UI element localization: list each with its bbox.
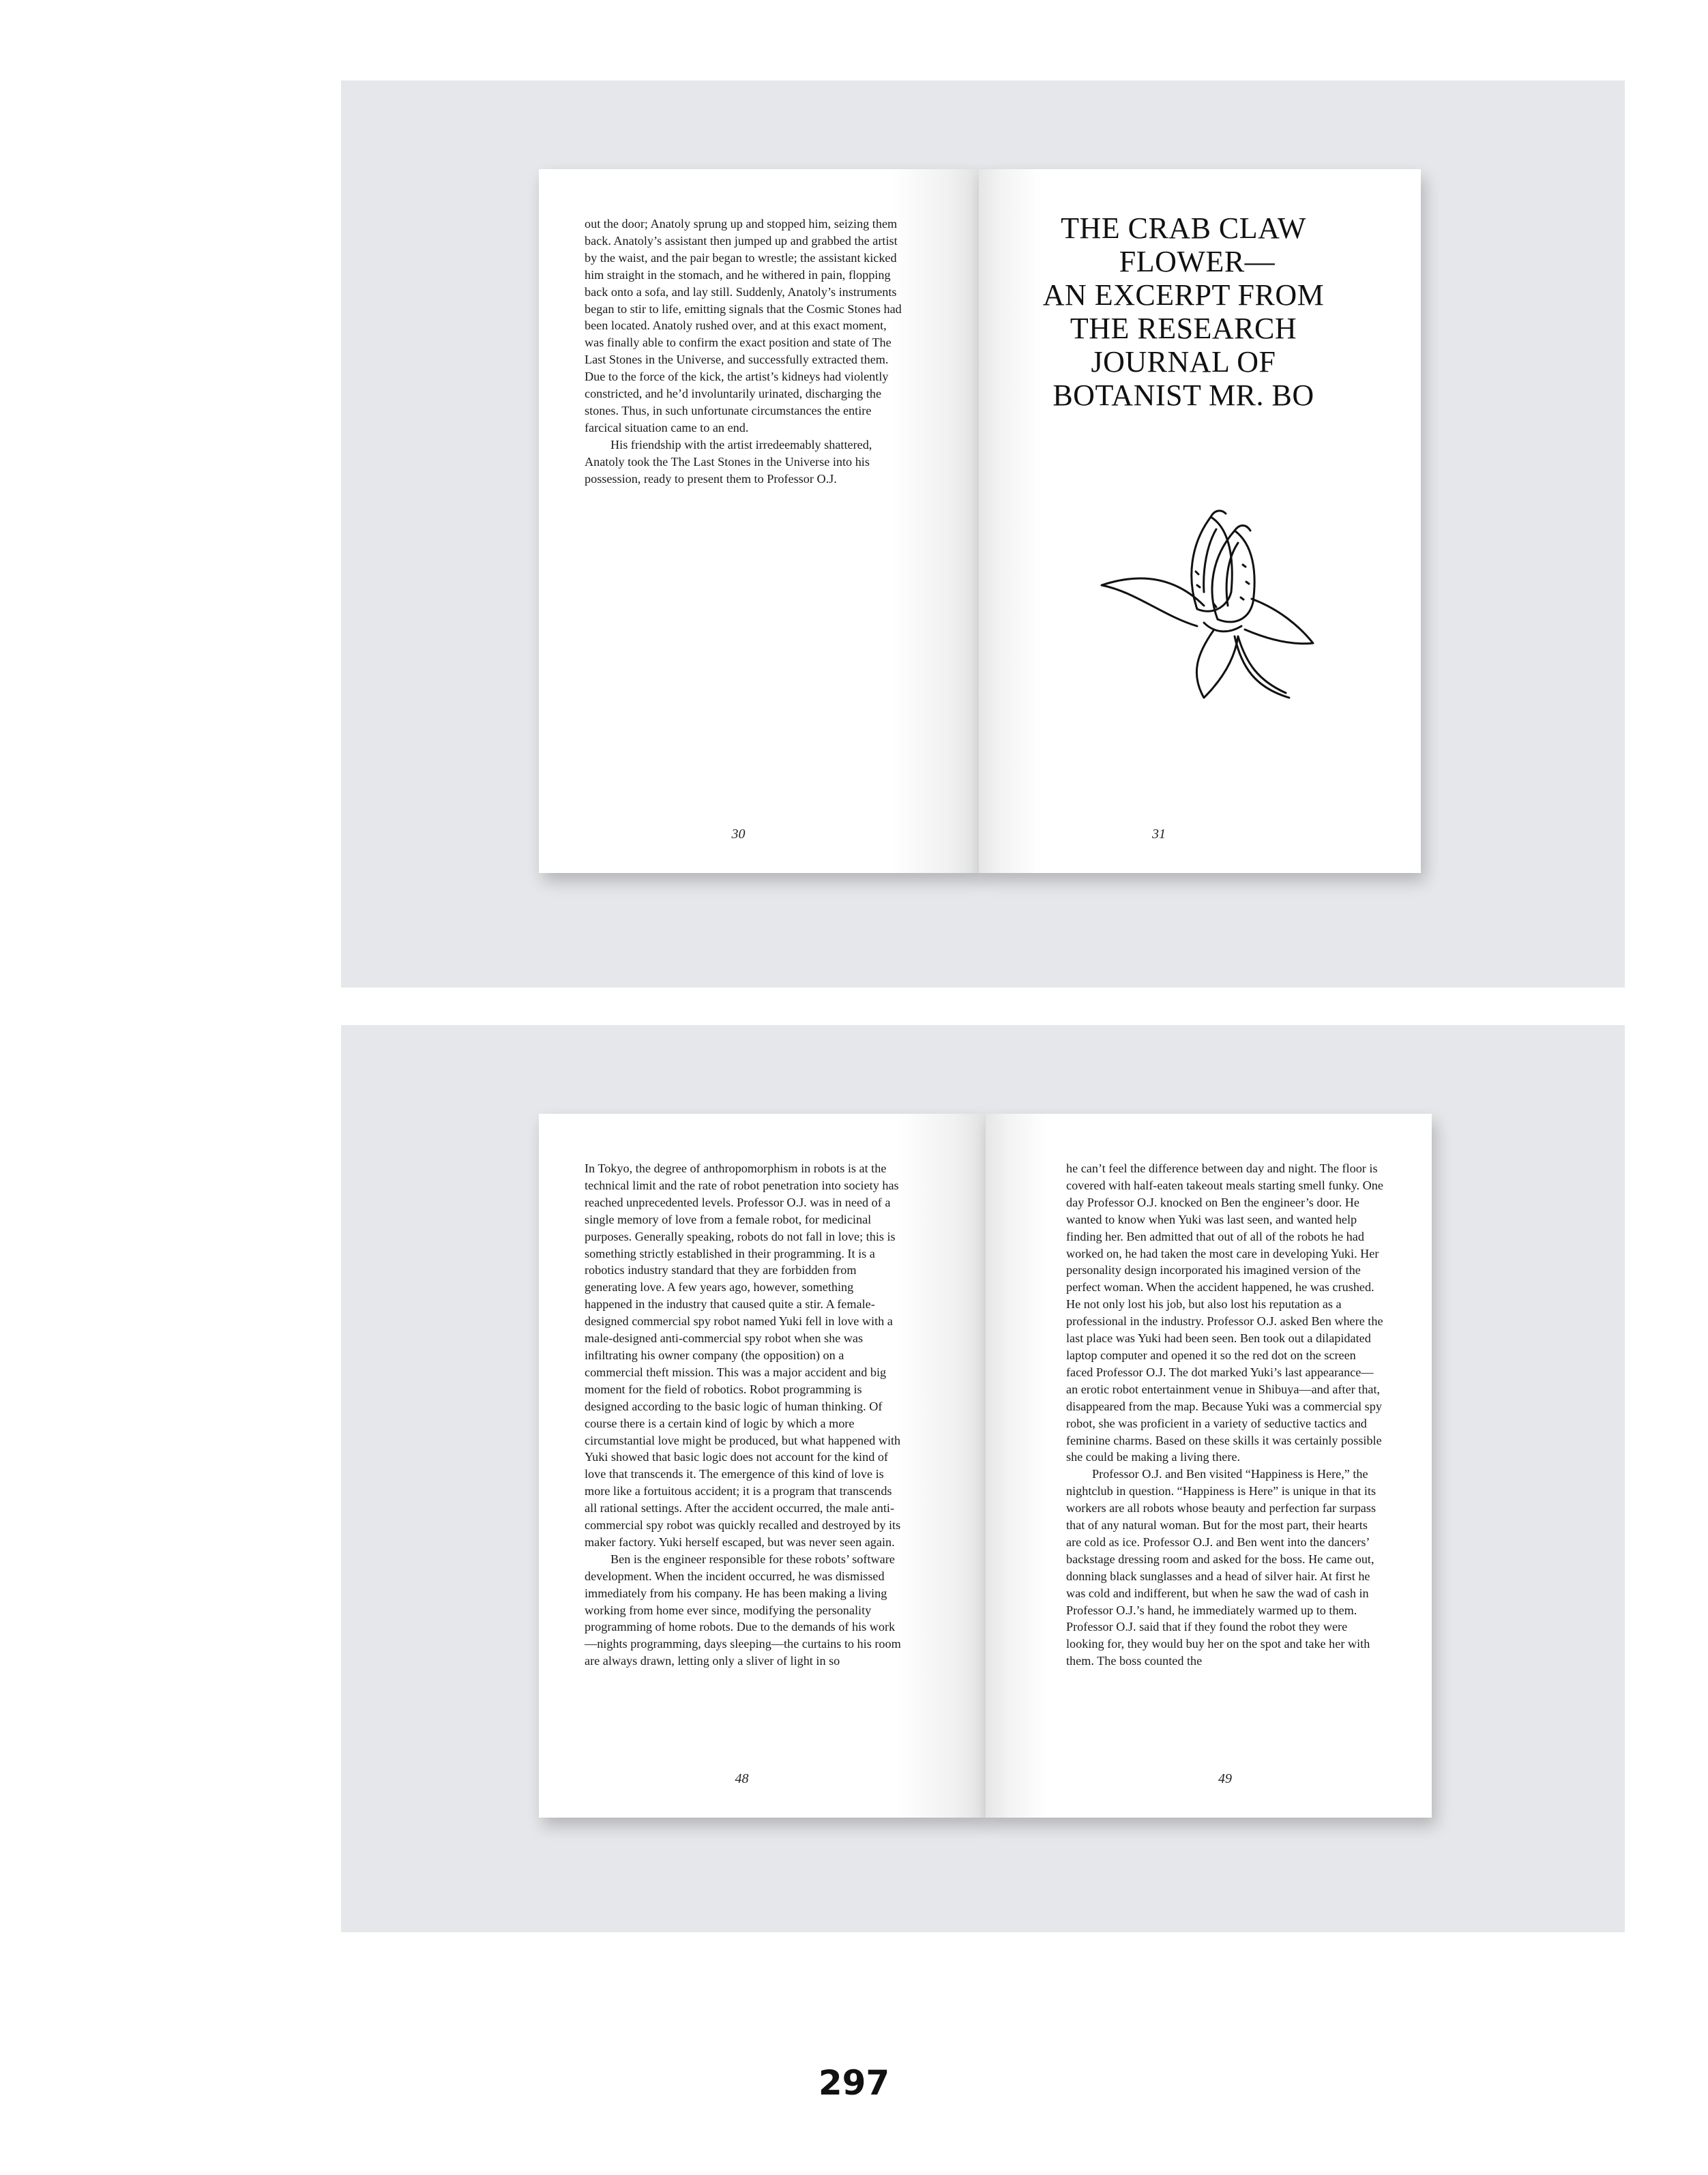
paragraph: out the door; Anatoly sprung up and stopped him, seizing them back. Anatoly’s assistant then jumped up and grabbed the artist by the waist, and the pair began to wrestle; the assistant kicked him straight in the stomach, and he withered in pain, flopping back onto a sofa, and lay still. Suddenly, Anatoly’s instruments began to stir to life, emitting signals that the Cosmic Stones had been located. Anatoly rushed over, and at this exact moment, was finally able to confirm the exact position and state of The Last Stones in the Universe, and successfully extracted them. Due to the force of the kick, the artist’s kidneys had violently constricted, and he’d involuntarily urinated, discharging the stones. Thus, in such unfortunate circumstances the entire farcical situation came to an end.: [585, 217, 902, 434]
title-line: AN EXCERPT FROM: [1042, 278, 1325, 312]
folio: 48: [735, 1771, 749, 1786]
page-body-text: [585, 216, 902, 488]
crab-claw-flower-drawing-icon: [1095, 490, 1334, 708]
spread-photo-top: [341, 80, 1625, 988]
paragraph: In Tokyo, the degree of anthropomorphism in robots is at the technical limit and the rate of robot penetration into society has reached unprecedented levels. Professor O.J. was in need of a single memory of love from a female robot, for medicinal purposes. Generally speaking, robots do not fall in love; this is something strictly established in their programming. It is a robotics industry standard that they are forbidden from generating love. A few years ago, however, something happened in the industry that caused quite a stir. A female-designed commercial spy robot named Yuki fell in love with a male-designed anti-commercial spy robot when she was infiltrating his owner company (the opposition) on a commercial theft mission. This was a major accident and big moment for the field of robotics. Robot programming is designed according to the basic logic of human thinking. Of course there is a certain kind of logic by which a more circumstantial love might be produced, but what happened with Yuki showed that basic logic does not account for the kind of love that transcends it. The emergence of this kind of love is more like a fortuitous accident; it is a program that transcends all rational settings. After the accident occurred, the male anti-commercial spy robot was quickly recalled and destroyed by its maker factory. Yuki herself escaped, but was never seen again.: [585, 1162, 901, 1549]
title-line: FLOWER—: [1119, 245, 1276, 278]
folio: 31: [1152, 827, 1166, 842]
book-page-49: [986, 1114, 1432, 1818]
paragraph: Ben is the engineer responsible for these robots’ software development. When the incident occurred, he was dismissed immediately from his company. He has been making a living working from home ever since, modifying the personality programming of home robots. Due to the demands of his work—nights programming, days sleeping—the curtains to his room are always drawn, letting only a sliver of light in so: [585, 1552, 901, 1668]
book-page-30: [539, 169, 979, 873]
title-line: THE RESEARCH: [1070, 312, 1297, 345]
paragraph: His friendship with the artist irredeemably shattered, Anatoly took the The Last Stones in the Universe into his possession, ready to present them to Professor O.J.: [585, 437, 872, 486]
book-page-31: [979, 169, 1421, 873]
paragraph: he can’t feel the difference between day and night. The floor is covered with half-eaten takeout meals starting smell funky. One day Professor O.J. knocked on Ben the engineer’s door. He wanted to know when Yuki was last seen, and wanted help finding her. Ben admitted that out of all of the robots he had worked on, he had taken the most care in developing Yuki. Her personality design incorporated his imagined version of the perfect woman. When the accident happened, he was crushed. He not only lost his job, but also lost his reputation as a professional in the industry. Professor O.J. asked Ben where the last place was Yuki had been seen. Ben took out a dilapidated laptop computer and opened it so the red dot on the screen faced Professor O.J. The dot marked Yuki’s last appearance—an erotic robot entertainment venue in Shibuya—and after that, disappeared from the map. Because Yuki was a commercial spy robot, she was proficient in a variety of seductive tactics and feminine charms. Based on these skills it was certainly possible she could be making a living there.: [1066, 1162, 1383, 1464]
title-line: BOTANIST MR. BO: [1052, 379, 1314, 412]
paragraph: Professor O.J. and Ben visited “Happiness is Here,” the nightclub in question. “Happiness is Here” is unique in that its workers are all robots whose beauty and perfection far surpass that of any natural woman. But for the most part, their hearts are cold as ice. Professor O.J. and Ben went into the dancers’ backstage dressing room and asked for the boss. He came out, donning black sunglasses and a head of silver hair. At first he was cold and indifferent, but when he saw the wad of cash in Professor O.J.’s hand, he immediately warmed up to them. Professor O.J. said that if they found the robot they were looking for, they would buy her on the spot and take her with them. The boss counted the: [1066, 1467, 1376, 1668]
page-body-text: [585, 1160, 902, 1670]
page-body-text: [1066, 1160, 1383, 1670]
folio: 49: [1218, 1771, 1232, 1786]
page-number: 297: [818, 2063, 890, 2103]
folio: 30: [731, 827, 746, 842]
title-line: JOURNAL OF: [1091, 345, 1276, 379]
book-page-48: [539, 1114, 986, 1818]
spread-photo-bottom: [341, 1025, 1625, 1932]
title-line: THE CRAB CLAW: [1061, 211, 1306, 245]
chapter-title: [1033, 211, 1334, 412]
